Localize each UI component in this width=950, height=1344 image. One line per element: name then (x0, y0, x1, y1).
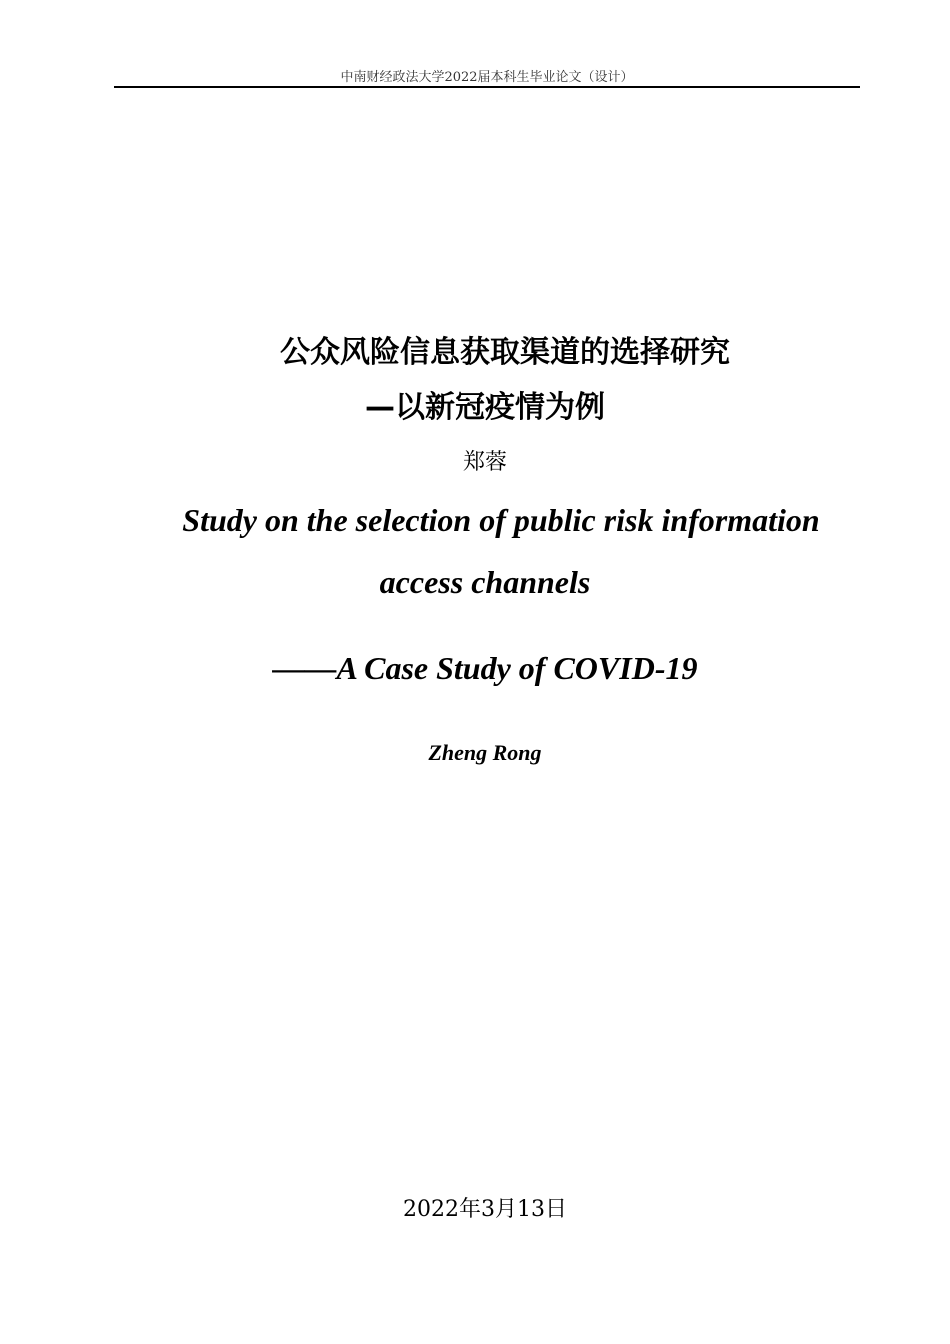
english-author-name: Zheng Rong (428, 740, 542, 765)
header-text: 中南财经政法大学2022届本科生毕业论文（设计） (340, 70, 634, 85)
chinese-title-line-1: 公众风险信息获取渠道的选择研究 (280, 335, 730, 370)
chinese-author-name: 郑蓉 (462, 450, 507, 475)
english-subtitle: ——A Case Study of COVID-19 (272, 650, 698, 686)
submission-date: 2022年3月13日 (403, 1197, 567, 1222)
header-rule (114, 86, 860, 88)
english-title-line-2: access channels (379, 564, 591, 600)
chinese-title-line-2: —以新冠疫情为例 (365, 390, 605, 425)
english-title-line-1: Study on the selection of public risk information (182, 502, 820, 538)
